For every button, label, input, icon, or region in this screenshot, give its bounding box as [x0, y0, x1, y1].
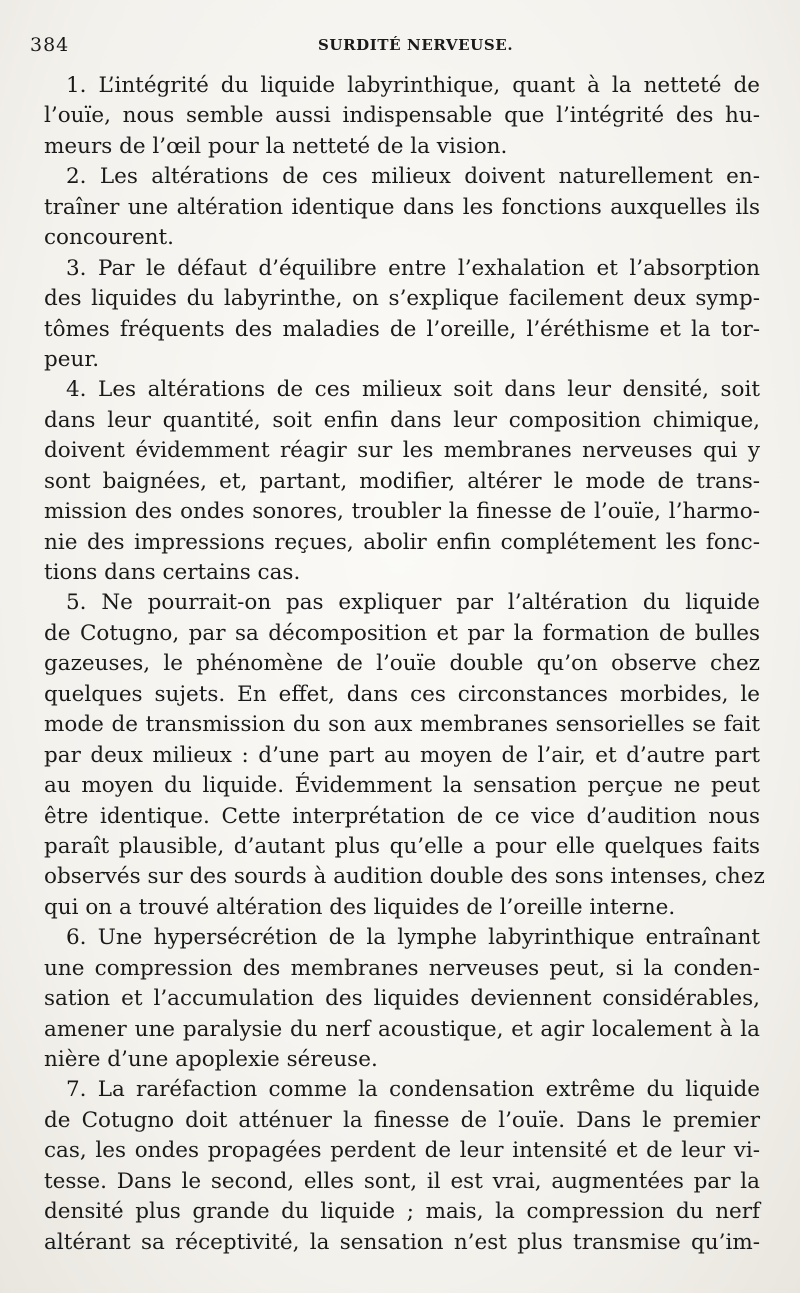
- text-line: une compression des membranes nerveuses peut, si la conden-: [44, 955, 760, 981]
- text-line: mode de transmission du son aux membranes sensorielles se fait: [44, 712, 760, 738]
- text-line: amener une paralysie du nerf acoustique, et agir localement à la: [44, 1016, 760, 1042]
- text-line: densité plus grande du liquide ; mais, la compression du nerf: [44, 1199, 760, 1225]
- body-text: [44, 71, 765, 1258]
- text-line: tômes fréquents des maladies de l’oreille, l’éréthisme et la tor-: [44, 316, 760, 342]
- text-line: paraît plausible, d’autant plus qu’elle a pour elle quelques faits: [44, 833, 760, 859]
- text-line: tions dans certains cas.: [44, 560, 301, 585]
- text-line: traîner une altération identique dans les fonctions auxquelles ils: [44, 194, 760, 220]
- text-line: 6. Une hypersécrétion de la lymphe labyrinthique entraînant: [66, 925, 760, 951]
- text-line: gazeuses, le phénomène de l’ouïe double qu’on observe chez: [44, 651, 760, 677]
- text-line: 3. Par le défaut d’équilibre entre l’exhalation et l’absorption: [66, 255, 760, 281]
- text-line: nie des impressions reçues, abolir enfin complétement les fonc-: [44, 529, 760, 555]
- text-line: observés sur des sourds à audition double des sons intenses, chez: [44, 864, 765, 890]
- text-line: altérant sa réceptivité, la sensation n’est plus transmise qu’im-: [44, 1229, 760, 1255]
- text-line: l’ouïe, nous semble aussi indispensable que l’intégrité des hu-: [44, 103, 760, 129]
- text-line: meurs de l’œil pour la netteté de la vision.: [44, 133, 508, 159]
- text-line: mission des ondes sonores, troubler la finesse de l’ouïe, l’harmo-: [44, 499, 760, 525]
- text-line: 2. Les altérations de ces milieux doivent naturellement en-: [66, 164, 760, 190]
- text-line: concourent.: [44, 225, 174, 251]
- text-line: 4. Les altérations de ces milieux soit dans leur densité, soit: [66, 377, 760, 403]
- text-line: sation et l’accumulation des liquides deviennent considérables,: [44, 986, 760, 1012]
- text-line: nière d’une apoplexie séreuse.: [44, 1047, 378, 1072]
- text-line: tesse. Dans le second, elles sont, il est vrai, augmentées par la: [44, 1168, 760, 1194]
- text-line: 1. L’intégrité du liquide labyrinthique, quant à la netteté de: [66, 73, 760, 98]
- text-line: cas, les ondes propagées perdent de leur intensité et de leur vi-: [44, 1138, 760, 1164]
- text-line: de Cotugno, par sa décomposition et par la formation de bulles: [44, 620, 760, 646]
- text-line: peur.: [44, 346, 100, 372]
- text-line: sont baignées, et, partant, modifier, altérer le mode de trans-: [44, 468, 760, 494]
- text-line: des liquides du labyrinthe, on s’explique facilement deux symp-: [44, 286, 760, 312]
- text-line: 7. La raréfaction comme la condensation extrême du liquide: [66, 1077, 760, 1103]
- text-line: de Cotugno doit atténuer la finesse de l’ouïe. Dans le premier: [44, 1107, 760, 1133]
- text-line: dans leur quantité, soit enfin dans leur composition chimique,: [44, 407, 760, 433]
- text-line: être identique. Cette interprétation de ce vice d’audition nous: [44, 803, 760, 829]
- text-line: doivent évidemment réagir sur les membranes nerveuses qui y: [44, 438, 760, 464]
- text-line: par deux milieux : d’une part au moyen de l’air, et d’autre part: [44, 742, 760, 768]
- page-number: 384: [30, 34, 70, 56]
- text-line: 5. Ne pourrait-on pas expliquer par l’altération du liquide: [66, 590, 760, 616]
- page-header: [30, 34, 760, 60]
- running-head: SURDITÉ NERVEUSE.: [318, 36, 514, 54]
- text-line: qui on a trouvé altération des liquides de l’oreille interne.: [44, 894, 676, 920]
- text-line: quelques sujets. En effet, dans ces circonstances morbides, le: [44, 681, 760, 707]
- text-line: au moyen du liquide. Évidemment la sensation perçue ne peut: [44, 773, 760, 799]
